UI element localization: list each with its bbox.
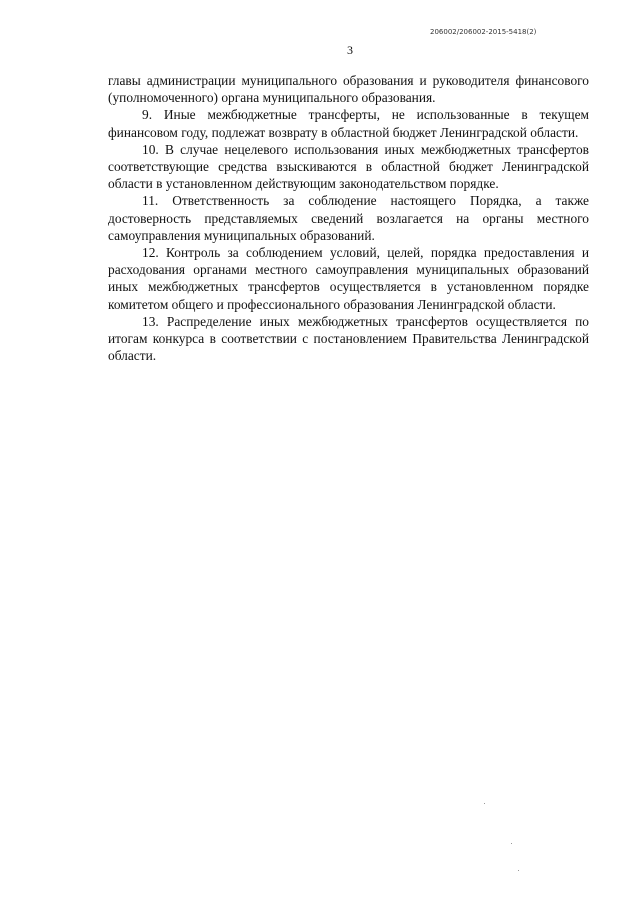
scan-speck (511, 843, 512, 844)
document-body (108, 72, 589, 364)
scan-speck (518, 870, 519, 871)
paragraph-11: 11. Ответственность за соблюдение настоящего Порядка, а также достоверность представляемых сведений возлагается на органы местного самоуправления муниципальных образований. (108, 193, 589, 243)
page-number: 3 (347, 43, 353, 57)
paragraph-continuation: главы администрации муниципального образования и руководителя финансового (уполномоченного) органа муниципального образования. (108, 73, 589, 106)
paragraph-10: 10. В случае нецелевого использования иных межбюджетных трансфертов соответствующие средства взыскиваются в областной бюджет Ленинградской области в установленном действующим законодательством порядке. (108, 141, 589, 192)
paragraph-12: 12. Контроль за соблюдением условий, целей, порядка предоставления и расходования органами местного самоуправления муниципальных образований иных межбюджетных трансфертов осуществляется в установленном порядке комитетом общего и профессионального образования Ленинградской области. (108, 245, 589, 312)
scan-speck (484, 803, 485, 804)
paragraph-9: 9. Иные межбюджетные трансферты, не использованные в текущем финансовом году, подлежат возврату в областной бюджет Ленинградской области. (108, 107, 589, 140)
paragraph-13: 13. Распределение иных межбюджетных трансфертов осуществляется по итогам конкурса в соответствии с постановлением Правительства Ленинградской области. (108, 313, 589, 364)
document-id: 206002/206002-2015-5418(2) (430, 28, 537, 36)
